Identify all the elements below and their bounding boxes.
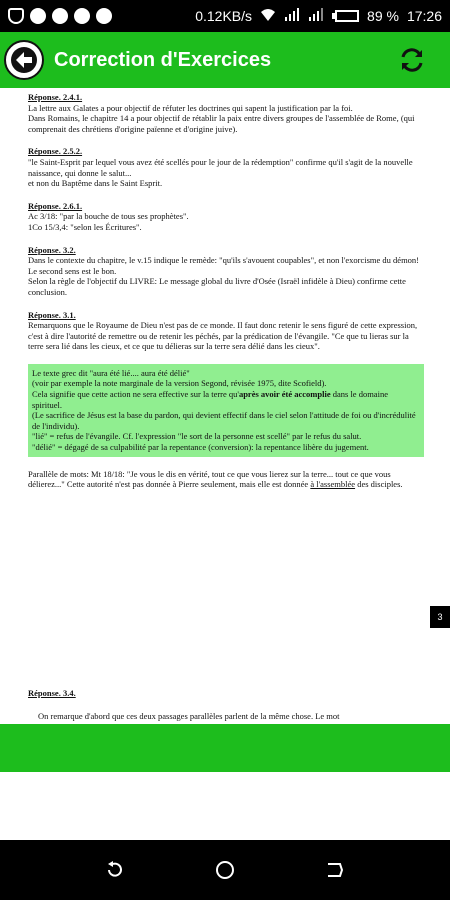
recent-apps-icon <box>105 860 125 880</box>
page-number-badge: 3 <box>430 606 450 628</box>
section-line: et non du Baptême dans le Saint Esprit. <box>28 178 163 189</box>
cloud-upload-icon-2 <box>96 8 112 24</box>
section-line: Dans Romains, le chapitre 14 a pour objectif de rétablir la paix entre divers groupes de l'assemblée de Rome, (qui comprenait des chrétiens d'origine païenne et d'origine juive). <box>28 113 415 134</box>
image-icon <box>74 8 90 24</box>
navigation-bar <box>0 840 450 900</box>
parallel-text: des disciples. <box>355 479 403 490</box>
back-button[interactable] <box>4 40 44 80</box>
back-nav-button[interactable] <box>321 856 349 884</box>
highlight-line: "lié" = refus de l'évangile. Cf. l'expression "le sort de la personne est scellé" par le refus du salut. <box>32 431 362 442</box>
shield-icon <box>8 8 24 24</box>
section-line: Selon la règle de l'objectif du LIVRE: Le message global du livre d'Osée (Israël infidèle à Dieu) confirme cette conclusion. <box>28 276 406 297</box>
section-2-6-1 <box>28 201 420 233</box>
highlight-box <box>28 364 424 457</box>
section-heading: Réponse. 3.1. <box>28 309 76 320</box>
highlight-line: "délié" = dégagé de sa culpabilité par la repentance (conversion): la repentance libère du jugement. <box>32 442 369 453</box>
section-line: Ac 3/18: "par la bouche de tous ses prophètes". <box>28 211 189 222</box>
parallel-underlined: à l'assemblée <box>310 479 356 490</box>
section-heading: Réponse. 3.2. <box>28 244 76 255</box>
blank-area <box>0 772 450 840</box>
home-button[interactable] <box>211 856 239 884</box>
parallel-paragraph <box>28 469 420 490</box>
exercise-correction-content[interactable] <box>0 88 450 724</box>
section-line: On remarque d'abord que ces deux passages parallèles parlent de la même chose. Le mot <box>38 710 340 721</box>
highlight-text: Cela signifie que cette action ne sera effective sur la terre qu' <box>32 389 239 400</box>
wifi-icon <box>260 8 276 25</box>
signal-icon <box>284 8 300 25</box>
refresh-icon <box>398 46 426 74</box>
status-bar <box>0 0 450 32</box>
section-heading: Réponse. 2.5.2. <box>28 146 83 157</box>
battery-percent: 89 % <box>367 8 399 24</box>
section-3-1 <box>28 310 420 352</box>
section-line: La lettre aux Galates a pour objectif de réfuter les doctrines qui sapent la justification par la foi. <box>28 102 353 113</box>
status-notification-icons <box>8 8 112 24</box>
highlight-line: Le texte grec dit "aura été lié.... aura été délié" <box>32 367 190 378</box>
section-line: Dans le contexte du chapitre, le v.15 indique le remède: "qu'ils s'avouent coupables", et non l'exorcisme du démon! <box>28 255 420 266</box>
bottom-banner <box>0 724 450 772</box>
section-2-5-2 <box>28 146 420 188</box>
refresh-button[interactable] <box>396 44 428 76</box>
section-line: Remarquons que le Royaume de Dieu n'est pas de ce monde. Il faut donc retenir le sens figuré de cette expression, c'est à dire l'autorité de remettre ou de retenir les péchés, par la prédication de l'évangile. "Ce que tu lieras sur la terre sera lié dans les cieux, et ce que tu délieras sur la terre sera délié dans les cieux". <box>28 320 418 352</box>
highlight-line: (voir par exemple la note marginale de la version Segond, révisée 1975, dite Scofield). <box>32 378 327 389</box>
arrow-left-icon <box>10 46 38 74</box>
section-line: "le Saint-Esprit par lequel vous avez été scellés pour le jour de la rédemption" confirme qu'il s'agit de la nouvelle naissance, qui donne le salut... <box>28 156 413 178</box>
app-bar <box>0 32 450 88</box>
circle-icon <box>30 8 46 24</box>
section-heading: Réponse. 2.6.1. <box>28 200 83 211</box>
section-line: 1Co 15/3,4: "selon les Écritures". <box>28 221 142 232</box>
section-3-2 <box>28 245 420 298</box>
section-2-4-1 <box>28 92 420 134</box>
section-line: Le second sens est le bon. <box>28 265 117 276</box>
section-3-4 <box>28 688 420 721</box>
clock: 17:26 <box>406 8 442 24</box>
recent-apps-button[interactable] <box>101 856 129 884</box>
signal-icon-2 <box>308 8 324 25</box>
battery-icon <box>332 10 359 22</box>
highlight-line: (Le sacrifice de Jésus est la base du pardon, qui devient effectif dans le ciel selon l'attitude de foi ou d'incrédulité de l'individu). <box>32 410 416 431</box>
page-title: Correction d'Exercices <box>54 48 272 71</box>
highlight-bold-text: après avoir été accomplie <box>238 389 331 400</box>
network-speed: 0.12KB/s <box>195 8 253 24</box>
section-heading: Réponse. 2.4.1. <box>28 92 83 102</box>
highlight-line <box>32 389 420 410</box>
document <box>28 92 420 502</box>
parallel-text: Parallèle de mots: Mt 18/18: "Je vous le dis en vérité, tout ce que vous lierez sur la terre... tout ce que vous délierez..." Cette autorité n'est pas donnée à Pierre seulement, mais elle est donnée <box>28 468 391 490</box>
home-icon <box>214 859 236 881</box>
section-heading: Réponse. 3.4. <box>28 688 76 698</box>
cloud-upload-icon <box>52 8 68 24</box>
back-nav-icon <box>325 860 345 880</box>
highlight-text: dans le domaine spirituel. <box>32 389 388 410</box>
